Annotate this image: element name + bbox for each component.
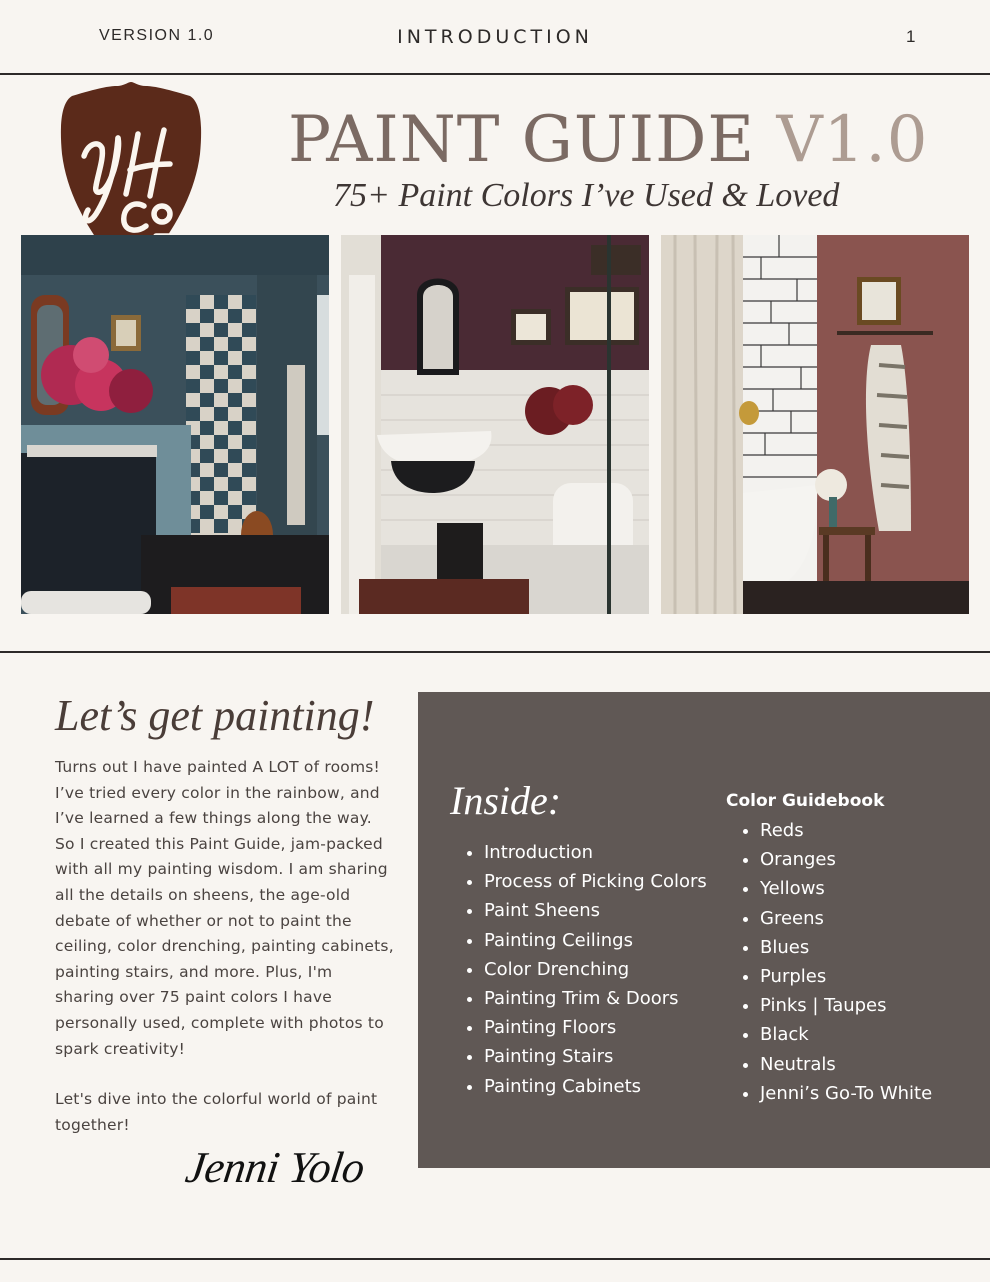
contents-item: • Paint Sheens [484,896,707,925]
contents-item: • Process of Picking Colors [484,867,707,896]
guide-title-version: V1.0 [776,103,929,177]
contents-item: • Introduction [484,838,707,867]
footer-divider [0,1258,990,1260]
photo-pink-bathroom [661,235,969,614]
guidebook-item: • Pinks | Taupes [760,991,932,1020]
contents-item: • Painting Stairs [484,1042,707,1071]
pink-bathroom-clawfoot-tub-photo-icon [661,235,969,614]
guidebook-item: • Blues [760,933,932,962]
contents-list [460,838,707,1101]
guidebook-item: • Greens [760,904,932,933]
section-divider [0,651,990,653]
contents-heading: Inside: [450,778,562,823]
guidebook-item: • Jenni’s Go-To White [760,1079,932,1108]
version-label: VERSION 1.0 [99,27,215,44]
guidebook-item: • Reds [760,816,932,845]
guide-title [288,103,929,177]
guidebook-item: • Black [760,1020,932,1049]
signature: Jenni Yolo [182,1143,368,1192]
page-number: 1 [906,27,916,46]
color-guidebook-list [736,816,932,1108]
guidebook-item: • Yellows [760,874,932,903]
intro-body [55,755,395,1163]
color-guidebook-heading: Color Guidebook [726,791,885,811]
contents-item: • Color Drenching [484,955,707,984]
guidebook-item: • Purples [760,962,932,991]
plum-bathroom-wall-sink-photo-icon [341,235,649,614]
contents-item: • Painting Trim & Doors [484,984,707,1013]
guidebook-item: • Neutrals [760,1050,932,1079]
intro-paragraph: Turns out I have painted A LOT of rooms! I’ve tried every color in the rainbow, and I’ve learned a few things along the way. So I created this Paint Guide, jam-packed with all my painting wisdom. I am sharing all the details on sheens, the age-old debate of whether or not to paint the ceiling, color drenching, painting cabinets, painting stairs, and more. Plus, I'm sharing over 75 paint colors I have personally used, complete with photos to spark creativity! [55,758,394,1058]
guidebook-item: • Oranges [760,845,932,874]
intro-heading: Let’s get painting! [55,691,375,740]
contents-item: • Painting Ceilings [484,926,707,955]
contents-item: • Painting Cabinets [484,1072,707,1101]
guide-subtitle: 75+ Paint Colors I’ve Used & Loved [333,177,840,214]
intro-paragraph: Let's dive into the colorful world of paint together! [55,1090,378,1134]
photo-plum-bathroom [341,235,649,614]
blue-bathroom-checkered-tile-photo-icon [21,235,329,614]
contents-panel [418,692,990,1168]
section-title: INTRODUCTION [397,26,593,48]
guide-title-main: PAINT GUIDE [288,103,756,177]
contents-item: • Painting Floors [484,1013,707,1042]
header-divider [0,73,990,75]
photo-blue-bathroom [21,235,329,614]
page-header [0,0,990,74]
